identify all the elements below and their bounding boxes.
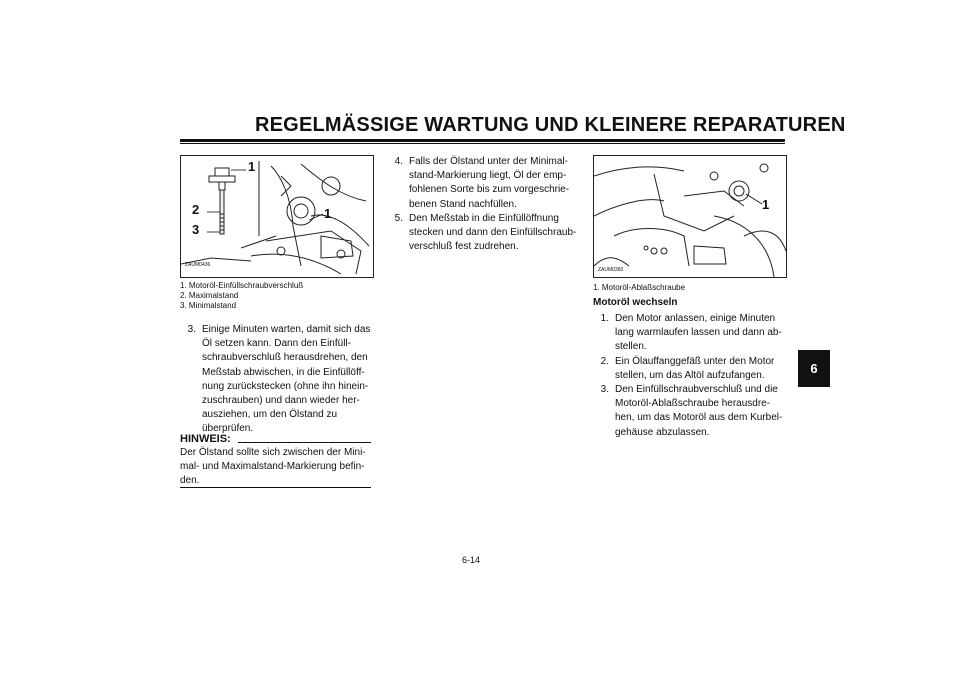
list-item [180, 323, 375, 437]
step-number: 1. [600, 313, 609, 324]
section-heading: Motoröl wechseln [593, 297, 678, 308]
list-item [593, 355, 788, 383]
middle-step-list [387, 155, 579, 254]
figure-code: ZAUM0360 [598, 267, 624, 273]
list-item [593, 312, 788, 355]
caption-item: 3. Minimalstand [180, 301, 237, 310]
header-rule [180, 139, 785, 142]
figure-oil-filler-illustration [181, 156, 373, 277]
step-number: 4. [394, 156, 403, 167]
list-item [387, 155, 579, 212]
left-step-list [180, 323, 375, 437]
caption-item: 2. Maximalstand [180, 291, 239, 300]
callout-2: 2 [192, 202, 200, 217]
callout-1b: 1 [324, 206, 332, 221]
step-number: 3. [187, 324, 196, 335]
figure-code: ZAUM0436 [185, 262, 211, 268]
chapter-tab[interactable]: 6 [798, 350, 830, 387]
step-text: Den Einfüllschraubverschluß und die Motoröl-Ablaßschraube herausdre-hen, um das Motoröl aus dem Kurbel-gehäuse abzulassen. [615, 384, 783, 438]
caption-item: 1. Motoröl-Ablaßschraube [593, 283, 686, 292]
list-item [593, 383, 788, 440]
callout-1: 1 [248, 159, 256, 174]
figure-oil-filler-cap [180, 155, 374, 278]
oil-change-step-list [593, 312, 788, 440]
callout-1: 1 [762, 197, 770, 212]
note-heading: HINWEIS: [180, 433, 231, 445]
header-rule-thin [180, 143, 785, 144]
step-text: Falls der Ölstand unter der Minimal-stand-Markierung liegt, Öl der emp-fohlenen Sorte bis zum vorgeschrie-benen Stand nachfüllen. [409, 156, 570, 210]
step-text: Ein Ölauffanggefäß unter den Motor stellen, um das Altöl aufzufangen. [615, 355, 775, 381]
step-text: Einige Minuten warten, damit sich das Öl setzen kann. Dann den Einfüll-schraubverschluß herausdrehen, den Meßstab abwischen, in die Einfüllöff-nung zurückstecken (ohne ihn hinein-zuschrauben) und dann wieder her-ausziehen, um den Ölstand zu überprüfen. [202, 324, 371, 435]
step-text: Den Meßstab in die Einfüllöffnung stecken und dann den Einfüllschraub-verschluß fest zudrehen. [409, 212, 577, 253]
step-number: 2. [600, 355, 609, 367]
figure-caption-list [593, 283, 685, 293]
step-number: 5. [394, 212, 403, 224]
note-body: Der Ölstand sollte sich zwischen der Mini-mal- und Maximalstand-Markierung befin-den. [180, 447, 366, 487]
step-text: Den Motor anlassen, einige Minuten lang warmlaufen lassen und dann ab-stellen. [615, 313, 782, 353]
callout-3: 3 [192, 222, 200, 237]
figure-oil-drain-bolt [593, 155, 787, 278]
note-rule [238, 442, 371, 443]
page-number: 6-14 [462, 555, 481, 565]
caption-item: 1. Motoröl-Einfüllschraubverschluß [180, 281, 304, 290]
step-number: 3. [600, 384, 609, 396]
list-item [387, 212, 579, 255]
note-end-rule [180, 487, 371, 488]
page-title: REGELMÄSSIGE WARTUNG UND KLEINERE REPARATUREN [255, 114, 846, 136]
figure-drain-bolt-illustration [594, 156, 786, 277]
figure-caption-list [180, 281, 303, 311]
